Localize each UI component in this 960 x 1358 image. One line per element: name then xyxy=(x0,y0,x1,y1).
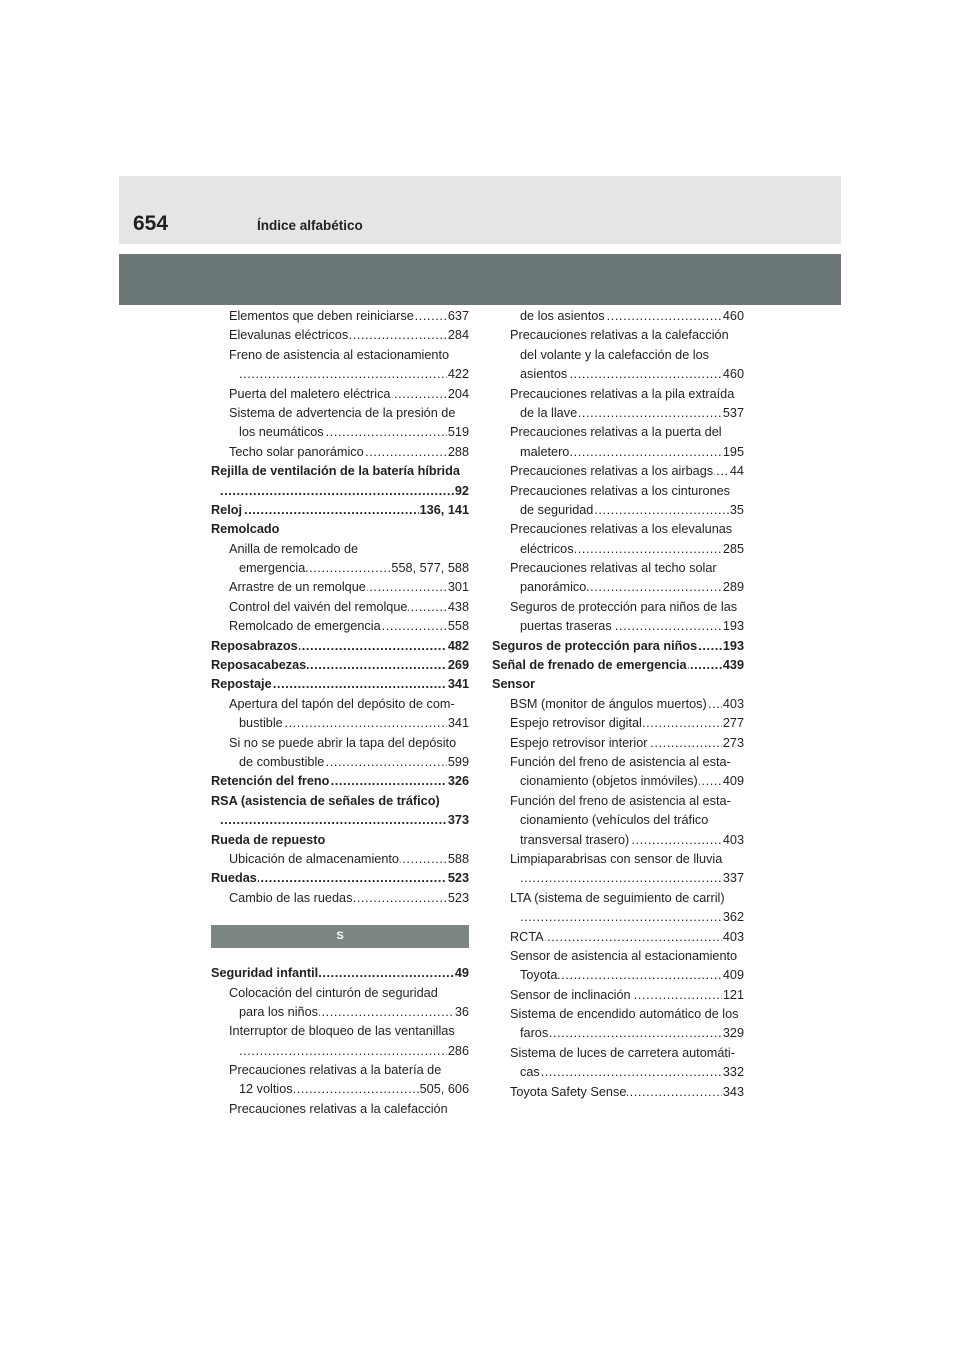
index-entry-line: Sistema de encendido automático de los xyxy=(510,1007,739,1022)
index-entry xyxy=(229,617,469,636)
index-entry xyxy=(520,365,744,384)
index-entry xyxy=(520,617,744,636)
index-entry xyxy=(520,1063,744,1082)
index-entry-page: 193 xyxy=(722,637,744,656)
index-column-right xyxy=(492,307,744,1102)
index-entry-term: Retención del freno xyxy=(211,772,330,791)
index-entry xyxy=(229,889,469,908)
index-entry-term: para los niños xyxy=(239,1003,319,1022)
index-entry xyxy=(239,423,469,442)
index-entry-term: Elevalunas eléctricos xyxy=(229,326,349,345)
index-entry-term: Toyota xyxy=(520,966,558,985)
index-entry xyxy=(510,695,744,714)
index-entry-page: 523 xyxy=(447,889,469,908)
index-entry-term: emergencia xyxy=(239,559,306,578)
index-entry-page: 343 xyxy=(722,1083,744,1102)
index-entry xyxy=(229,326,469,345)
index-entry xyxy=(520,869,744,888)
index-entry-term: Techo solar panorámico xyxy=(229,443,365,462)
index-entry-line: Función del freno de asistencia al esta- xyxy=(510,793,731,808)
index-entry-line: Precauciones relativas a la pila extraída xyxy=(510,386,735,401)
index-entry-page: 285 xyxy=(722,540,744,559)
index-entry-line: Precauciones relativas a la puerta del xyxy=(510,425,722,440)
index-entry-page: 362 xyxy=(722,908,744,927)
index-entry xyxy=(229,578,469,597)
index-entry-page: 277 xyxy=(722,714,744,733)
index-entry-line: Freno de asistencia al estacionamiento xyxy=(229,347,450,362)
index-entry-term: Reposacabezas xyxy=(211,656,307,675)
index-entry-page: 286 xyxy=(447,1042,469,1061)
index-entry xyxy=(520,908,744,927)
index-entry-page: 519 xyxy=(447,423,469,442)
index-entry-line: Colocación del cinturón de seguridad xyxy=(229,985,438,1000)
index-entry-term: maletero xyxy=(520,443,570,462)
leader-dots xyxy=(220,811,469,830)
index-entry-page: 637 xyxy=(447,307,469,326)
index-entry-term: de combustible xyxy=(239,753,325,772)
index-entry xyxy=(229,850,469,869)
index-entry-page: 341 xyxy=(447,675,469,694)
index-entry-term: Seguros de protección para niños xyxy=(492,637,698,656)
index-entry xyxy=(211,675,469,694)
index-entry-page: 558, 577, 588 xyxy=(390,559,469,578)
index-entry-line: Precauciones relativas a la calefacción xyxy=(229,1101,448,1116)
index-entry xyxy=(510,1083,744,1102)
index-entry xyxy=(239,1003,469,1022)
index-entry xyxy=(520,578,744,597)
index-entry xyxy=(520,831,744,850)
index-entry-page: 301 xyxy=(447,578,469,597)
leader-dots xyxy=(220,482,469,501)
index-entry-term: Señal de frenado de emergencia xyxy=(492,656,688,675)
index-entry-line: Apertura del tapón del depósito de com- xyxy=(229,696,455,711)
index-entry-line: Sistema de advertencia de la presión de xyxy=(229,405,456,420)
index-entry xyxy=(211,637,469,656)
index-entry xyxy=(239,559,469,578)
index-entry-term: Toyota Safety Sense xyxy=(510,1083,627,1102)
index-entry xyxy=(492,637,744,656)
index-entry-page: 439 xyxy=(722,656,744,675)
index-entry-line: RSA (asistencia de señales de tráfico) xyxy=(211,793,440,808)
index-entry-page: 36 xyxy=(454,1003,469,1022)
index-entry-page: 599 xyxy=(447,753,469,772)
index-entry xyxy=(211,772,469,791)
index-entry-term: Reloj xyxy=(211,501,243,520)
index-entry-term: transversal trasero) xyxy=(520,831,630,850)
index-entry-page: 403 xyxy=(722,695,744,714)
page-header xyxy=(119,176,841,244)
index-entry-term: 12 voltios xyxy=(239,1080,294,1099)
leader-dots xyxy=(520,869,744,888)
index-entry-term: Arrastre de un remolque xyxy=(229,578,367,597)
index-entry-line: LTA (sistema de seguimiento de carril) xyxy=(510,890,725,905)
index-entry xyxy=(229,307,469,326)
index-entry xyxy=(239,1042,469,1061)
index-entry-page: 136, 141 xyxy=(419,501,469,520)
index-entry-line: Función del freno de asistencia al esta- xyxy=(510,754,731,769)
index-entry xyxy=(510,462,744,481)
index-entry-page: 121 xyxy=(722,986,744,1005)
index-entry-term: Precauciones relativas a los airbags xyxy=(510,462,714,481)
index-entry xyxy=(229,598,469,617)
index-entry-term: bustible xyxy=(239,714,284,733)
index-entry-term: Ubicación de almacenamiento xyxy=(229,850,400,869)
index-entry-line: Precauciones relativas a los cinturones xyxy=(510,483,731,498)
index-entry xyxy=(220,811,469,830)
index-entry-page: 341 xyxy=(447,714,469,733)
index-entry-page: 204 xyxy=(447,385,469,404)
index-entry-term: de la llave xyxy=(520,404,578,423)
index-entry-page: 505, 606 xyxy=(419,1080,469,1099)
index-entry-term: puertas traseras xyxy=(520,617,613,636)
index-entry-line: Si no se puede abrir la tapa del depósito xyxy=(229,735,457,750)
index-entry xyxy=(520,966,744,985)
index-entry-page: 289 xyxy=(722,578,744,597)
index-entry-page: 193 xyxy=(722,617,744,636)
index-entry-page: 337 xyxy=(722,869,744,888)
index-entry-line: Rueda de repuesto xyxy=(211,832,326,847)
index-entry xyxy=(520,501,744,520)
index-entry-page: 409 xyxy=(722,966,744,985)
index-entry-page: 438 xyxy=(447,598,469,617)
index-entry-page: 403 xyxy=(722,831,744,850)
index-entry xyxy=(239,365,469,384)
index-entry-term: Puerta del maletero eléctrica xyxy=(229,385,392,404)
index-entry-page: 403 xyxy=(722,928,744,947)
index-entry xyxy=(510,714,744,733)
index-entry-line: Precauciones relativas al techo solar xyxy=(510,561,717,576)
index-entry-term: eléctricos xyxy=(520,540,575,559)
leader-dots xyxy=(239,365,469,384)
section-title: Índice alfabético xyxy=(257,218,363,233)
index-entry xyxy=(239,714,469,733)
index-entry-page: 269 xyxy=(447,656,469,675)
index-entry-line: Precauciones relativas a la calefacción xyxy=(510,328,729,343)
index-entry xyxy=(211,964,469,983)
index-entry-line: Interruptor de bloqueo de las ventanillas xyxy=(229,1024,455,1039)
index-entry-page: 523 xyxy=(447,869,469,888)
index-entry-page: 460 xyxy=(722,365,744,384)
leader-dots xyxy=(239,1042,469,1061)
index-entry-term: Remolcado de emergencia xyxy=(229,617,382,636)
index-entry-page: 288 xyxy=(447,443,469,462)
index-entry xyxy=(510,734,744,753)
index-entry-term: de seguridad xyxy=(520,501,594,520)
index-entry-page: 460 xyxy=(722,307,744,326)
index-entry-line: Limpiaparabrisas con sensor de lluvia xyxy=(510,851,723,866)
index-entry xyxy=(520,443,744,462)
index-entry xyxy=(229,443,469,462)
index-entry xyxy=(520,540,744,559)
index-entry-term: asientos xyxy=(520,365,568,384)
index-entry-line: Precauciones relativas a los elevalunas xyxy=(510,522,733,537)
index-entry xyxy=(239,1080,469,1099)
index-entry-line: Seguros de protección para niños de las xyxy=(510,599,738,614)
index-entry-term: RCTA xyxy=(510,928,545,947)
index-entry-page: 195 xyxy=(722,443,744,462)
index-entry-page: 35 xyxy=(729,501,744,520)
index-entry-term: Reposabrazos xyxy=(211,637,299,656)
index-entry xyxy=(510,986,744,1005)
index-entry-page: 558 xyxy=(447,617,469,636)
index-entry-term: los neumáticos xyxy=(239,423,325,442)
index-entry-line: Sistema de luces de carretera automáti- xyxy=(510,1045,735,1060)
index-entry xyxy=(510,928,744,947)
index-entry-line: Sensor de asistencia al estacionamiento xyxy=(510,948,738,963)
index-entry xyxy=(520,404,744,423)
index-entry-line: Anilla de remolcado de xyxy=(229,541,359,556)
index-entry-page: 482 xyxy=(447,637,469,656)
index-entry xyxy=(520,772,744,791)
leader-dots xyxy=(520,1063,744,1082)
index-entry-page: 537 xyxy=(722,404,744,423)
index-entry-term: Elementos que deben reiniciarse xyxy=(229,307,415,326)
index-entry-term: de los asientos xyxy=(520,307,606,326)
index-letter-heading: S xyxy=(211,925,469,948)
index-column-left xyxy=(211,307,469,1119)
index-entry xyxy=(239,753,469,772)
index-entry-term: Ruedas xyxy=(211,869,258,888)
index-entry xyxy=(520,1024,744,1043)
index-entry-page: 373 xyxy=(447,811,469,830)
index-entry-term: Repostaje xyxy=(211,675,273,694)
index-entry-page: 326 xyxy=(447,772,469,791)
index-entry-term: Espejo retrovisor interior xyxy=(510,734,649,753)
index-entry xyxy=(211,501,469,520)
index-entry-term: Seguridad infantil xyxy=(211,964,319,983)
index-entry-line: cionamiento (vehículos del tráfico xyxy=(520,813,709,828)
index-entry-page: 284 xyxy=(447,326,469,345)
index-entry xyxy=(211,656,469,675)
index-entry-line: del volante y la calefacción de los xyxy=(520,347,710,362)
page-number: 654 xyxy=(133,212,169,235)
index-entry-term: cas xyxy=(520,1063,541,1082)
index-entry-line: Rejilla de ventilación de la batería híbrida xyxy=(211,464,460,479)
index-entry-page: 92 xyxy=(454,482,469,501)
index-entry-term: faros xyxy=(520,1024,549,1043)
index-entry-term: BSM (monitor de ángulos muertos) xyxy=(510,695,708,714)
index-entry-line: Remolcado xyxy=(211,522,280,537)
leader-dots xyxy=(520,1024,744,1043)
index-entry-page: 422 xyxy=(447,365,469,384)
index-entry-term: Sensor de inclinación xyxy=(510,986,632,1005)
index-entry-line: Precauciones relativas a la batería de xyxy=(229,1063,442,1078)
index-entry xyxy=(220,482,469,501)
index-entry xyxy=(492,656,744,675)
index-entry xyxy=(229,385,469,404)
index-entry-page: 329 xyxy=(722,1024,744,1043)
index-entry-term: Cambio de las ruedas xyxy=(229,889,353,908)
leader-dots xyxy=(520,908,744,927)
index-entry-page: 273 xyxy=(722,734,744,753)
header-dark-band xyxy=(119,254,841,305)
index-entry-term: panorámico xyxy=(520,578,587,597)
leader-dots xyxy=(510,928,744,947)
index-entry-line: Sensor xyxy=(492,677,536,692)
index-entry xyxy=(211,869,469,888)
index-entry xyxy=(520,307,744,326)
index-entry-page: 588 xyxy=(447,850,469,869)
index-entry-page: 44 xyxy=(729,462,744,481)
index-entry-page: 49 xyxy=(454,964,469,983)
index-entry-term: Espejo retrovisor digital xyxy=(510,714,643,733)
index-entry-page: 409 xyxy=(722,772,744,791)
index-entry-term: cionamiento (objetos inmóviles) xyxy=(520,772,699,791)
index-entry-page: 332 xyxy=(722,1063,744,1082)
index-entry-term: Control del vaivén del remolque xyxy=(229,598,408,617)
